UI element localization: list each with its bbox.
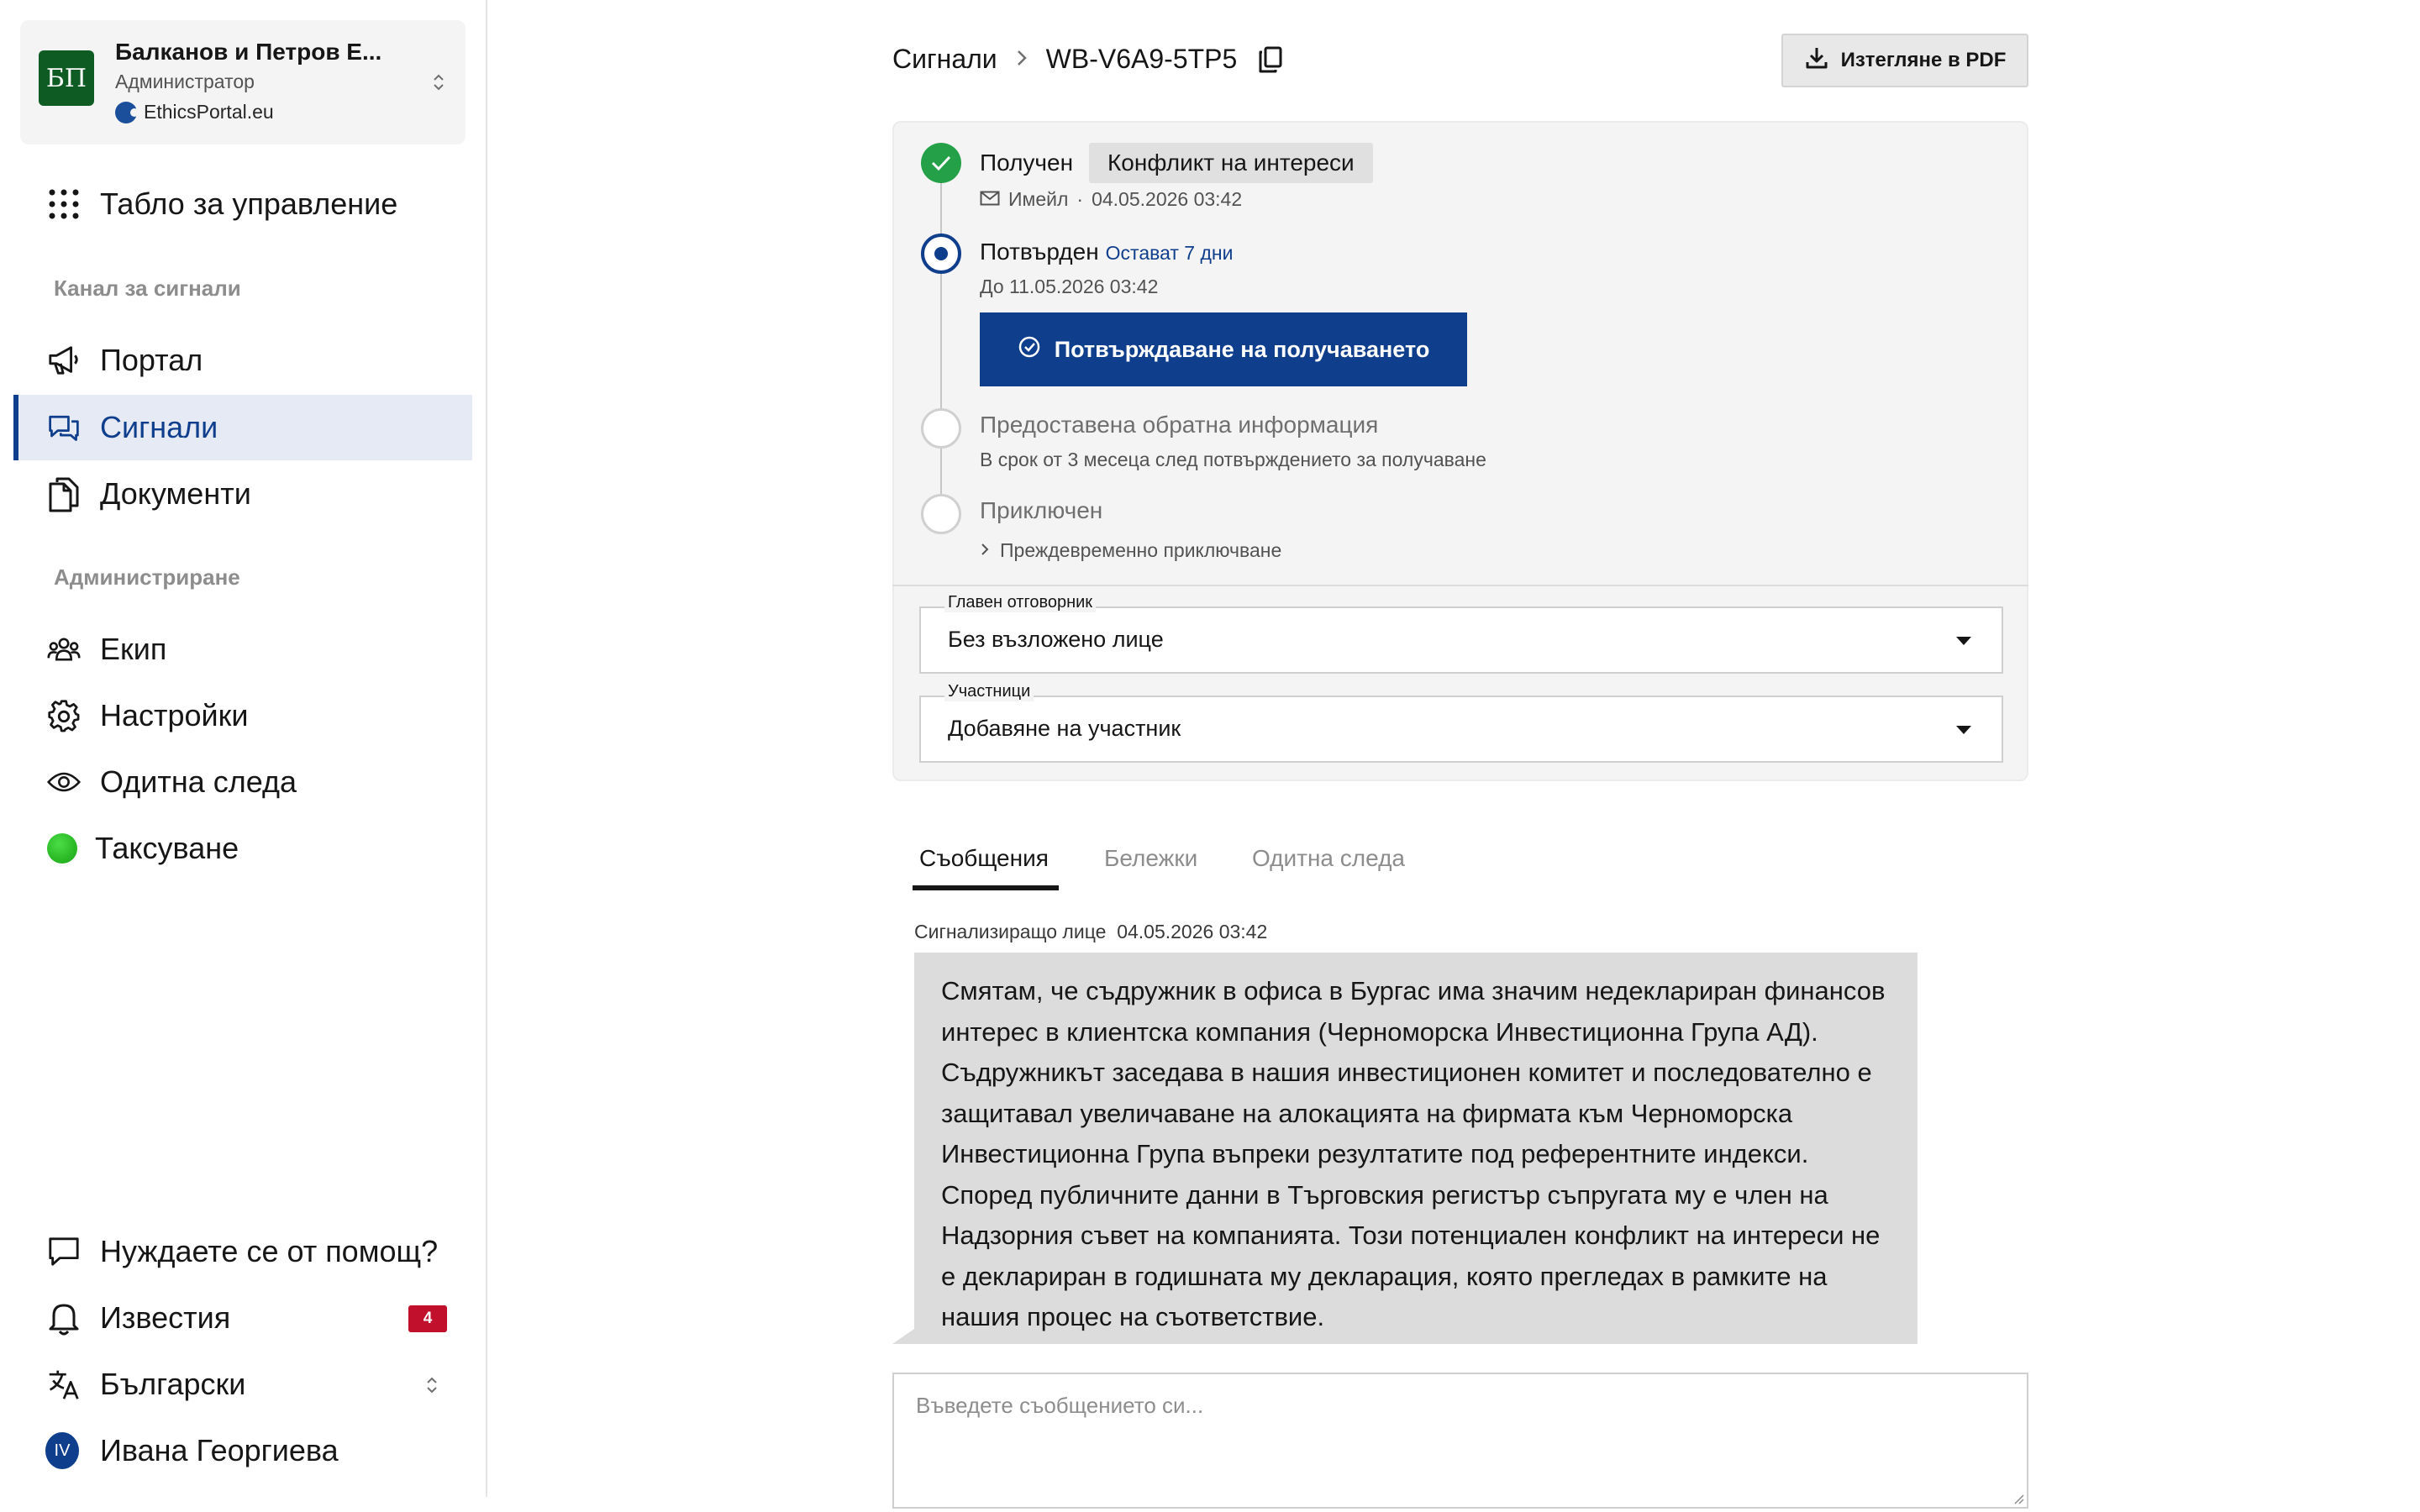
copy-icon[interactable]	[1257, 45, 1286, 74]
active-tab-indicator	[913, 885, 1059, 890]
step-received-date: 04.05.2026 03:42	[1092, 188, 1243, 210]
category-tag: Конфликт на интереси	[1089, 143, 1373, 183]
sidebar	[0, 0, 487, 1497]
step-confirmed-title	[980, 239, 1233, 265]
chevron-updown-icon	[424, 1373, 440, 1397]
section-label-admin: Администриране	[54, 564, 240, 590]
org-logo: БП	[39, 50, 94, 106]
caret-down-icon	[1956, 637, 1971, 645]
chevron-updown-icon	[430, 71, 447, 94]
team-icon	[47, 633, 81, 666]
eye-icon	[47, 765, 81, 799]
portal-logo-icon	[115, 102, 137, 123]
step-feedback-sub: В срок от 3 месеца след потвърждението за получаване	[980, 449, 1486, 470]
participants-select[interactable]	[919, 696, 2003, 763]
early-close-label: Преждевременно приключване	[1000, 539, 1282, 561]
megaphone-icon	[47, 344, 81, 377]
check-icon	[921, 143, 961, 183]
message-author: Сигнализиращо лице	[914, 921, 1107, 942]
sidebar-item-documents[interactable]	[13, 461, 472, 527]
org-switcher[interactable]	[20, 20, 466, 144]
tab-messages[interactable]: Съобщения	[919, 845, 1049, 871]
remaining-days: Остават 7 дни	[1105, 242, 1234, 264]
confirm-receipt-label: Потвърждаване на получаването	[1054, 336, 1430, 362]
sidebar-item-label: Сигнали	[100, 410, 218, 444]
step-closed-title: Приключен	[980, 497, 1103, 523]
documents-icon	[47, 477, 81, 511]
sidebar-item-label: Български	[100, 1367, 246, 1401]
org-role: Администратор	[115, 71, 255, 92]
sidebar-item-help[interactable]	[13, 1219, 472, 1284]
language-switcher[interactable]	[13, 1352, 472, 1417]
early-close-toggle[interactable]	[980, 539, 1281, 562]
step-feedback-title: Предоставена обратна информация	[980, 412, 1379, 438]
chevron-right-icon	[1016, 45, 1028, 74]
main-responsible-label: Главен отговорник	[944, 593, 1096, 612]
status-dot-icon	[45, 832, 79, 865]
sidebar-item-label: Екип	[100, 632, 167, 666]
message-meta	[914, 921, 1267, 943]
org-name: Балканов и Петров Е...	[115, 39, 382, 65]
section-label-channel: Канал за сигнали	[54, 276, 241, 301]
user-menu[interactable]	[13, 1418, 472, 1483]
message-bubble-tail	[892, 1329, 914, 1344]
chat-bubbles-icon	[47, 411, 81, 444]
check-circle-icon	[1018, 335, 1041, 365]
participants-label: Участници	[944, 682, 1034, 701]
grid-icon	[47, 187, 81, 221]
pending-step-icon	[921, 494, 961, 534]
chat-bubble-icon	[47, 1235, 81, 1268]
tab-audit-trail[interactable]: Одитна следа	[1252, 845, 1405, 871]
sidebar-item-signals[interactable]	[13, 395, 472, 460]
confirm-receipt-button[interactable]	[980, 312, 1467, 386]
user-name: Ивана Георгиева	[100, 1433, 339, 1467]
resize-handle-icon[interactable]	[2012, 1492, 2025, 1505]
current-step-icon	[921, 234, 961, 274]
pending-step-icon	[921, 408, 961, 449]
download-pdf-label: Изтегляне в PDF	[1840, 49, 2007, 71]
step-received-title: Получен	[980, 150, 1074, 176]
message-date: 04.05.2026 03:42	[1117, 921, 1268, 942]
sidebar-item-label: Портал	[100, 343, 203, 377]
timeline-line	[940, 173, 942, 514]
breadcrumb-parent-link[interactable]: Сигнали	[892, 44, 997, 74]
breadcrumb	[892, 44, 1286, 75]
step-received-meta: Имейл · 04.05.2026 03:42	[980, 188, 1242, 211]
sidebar-item-billing[interactable]	[13, 816, 472, 881]
download-icon	[1804, 45, 1829, 76]
participants-value: Добавяне на участник	[948, 716, 1181, 741]
sidebar-item-audit[interactable]	[13, 749, 472, 815]
sidebar-item-label: Известия	[100, 1300, 231, 1335]
tab-notes[interactable]: Бележки	[1104, 845, 1198, 871]
sidebar-item-dashboard[interactable]	[13, 171, 472, 237]
step-received-channel: Имейл	[1008, 188, 1069, 210]
chevron-right-icon	[980, 539, 990, 562]
sidebar-item-notifications[interactable]	[13, 1285, 472, 1351]
sidebar-item-label: Нуждаете се от помощ?	[100, 1234, 439, 1268]
sidebar-item-label: Документи	[100, 476, 251, 511]
sidebar-item-settings[interactable]	[13, 683, 472, 748]
org-portal-label: EthicsPortal.eu	[144, 101, 274, 123]
breadcrumb-current: WB-V6A9-5TP5	[1045, 44, 1238, 74]
bell-icon	[47, 1301, 81, 1335]
caret-down-icon	[1956, 726, 1971, 734]
download-pdf-button[interactable]	[1781, 34, 2028, 87]
sidebar-item-label: Настройки	[100, 698, 249, 732]
gear-icon	[47, 699, 81, 732]
sidebar-item-label: Таксуване	[95, 831, 239, 865]
translate-icon	[47, 1368, 81, 1401]
sidebar-item-team[interactable]	[13, 617, 472, 682]
step-confirmed-label: Потвърден	[980, 239, 1099, 265]
message-bubble: Смятам, че съдружник в офиса в Бургас има значим недеклариран финансов интерес в клиентска компания (Черноморска Инвестиционна Група АД). Съдружникът заседава в нашия инвестиционен комитет и последователно е защитавал увеличаване на алокацията на фирмата към Черноморска Инвестиционна Група въпреки резултатите под референтните индекси. Според публичните данни в Търговския регистър съпругата му е член на Надзорния съвет на компанията. Този потенциален конфликт на интереси не е деклариран в годишната му декларация, която прегледах в рамките на нашия процес на съответствие.	[914, 953, 1918, 1344]
sidebar-item-label: Одитна следа	[100, 764, 297, 799]
mail-icon	[980, 188, 1000, 211]
sidebar-item-label: Табло за управление	[100, 186, 398, 221]
main-responsible-value: Без възложено лице	[948, 627, 1164, 652]
sidebar-item-portal[interactable]	[13, 328, 472, 393]
step-confirmed-deadline: До 11.05.2026 03:42	[980, 276, 1159, 297]
notifications-badge: 4	[408, 1305, 447, 1332]
card-divider	[892, 585, 2028, 586]
avatar: IV	[45, 1434, 79, 1467]
main-responsible-select[interactable]	[919, 606, 2003, 674]
org-portal	[115, 101, 274, 123]
message-input[interactable]	[892, 1373, 2028, 1509]
